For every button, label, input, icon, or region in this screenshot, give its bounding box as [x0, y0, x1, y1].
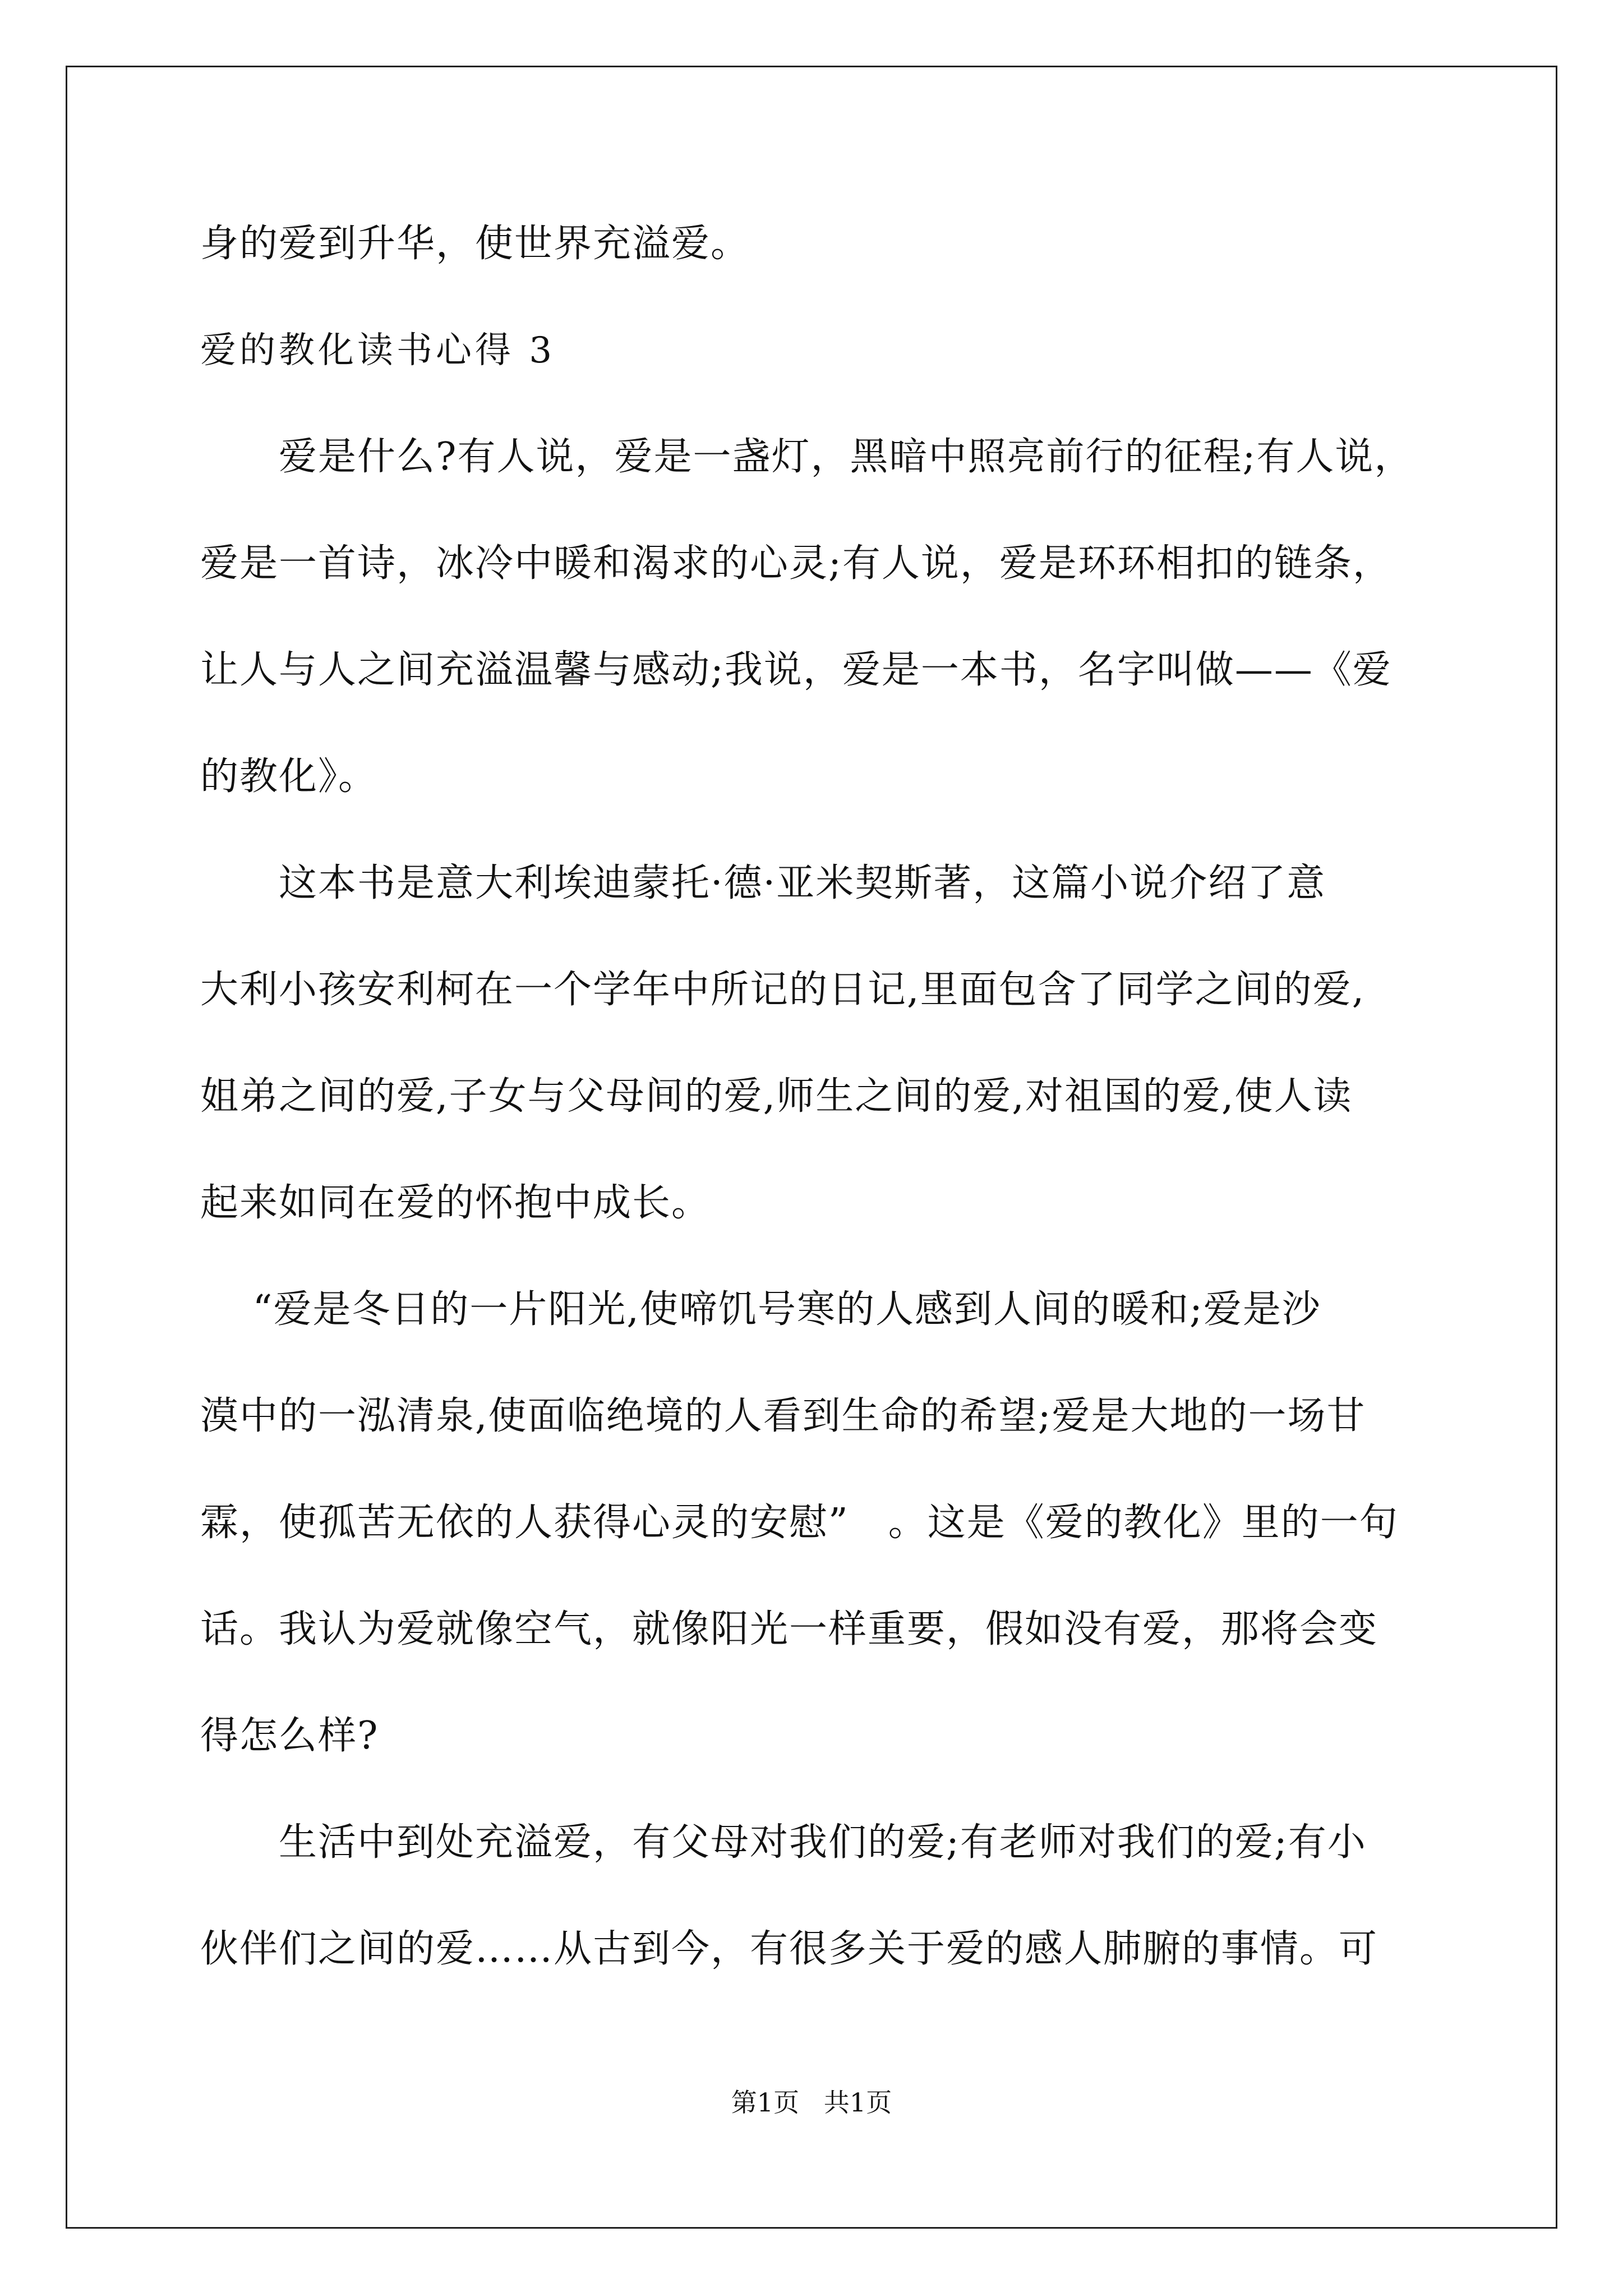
text-line: 生活中到处充溢爱，有父母对我们的爱;有老师对我们的爱;有小	[200, 1820, 1367, 1865]
text-line: 让人与人之间充溢温馨与感动;我说，爱是一本书，名字叫做——《爱	[200, 648, 1392, 692]
text-line: 的教化》。	[200, 754, 378, 799]
text-line: 姐弟之间的爱,子女与父母间的爱,师生之间的爱,对祖国的爱,使人读	[200, 1074, 1353, 1119]
text-line: 伙伴们之间的爱……从古到今，有很多关于爱的感人肺腑的事情。可	[200, 1927, 1378, 1971]
section-title: 爱的教化读书心得 3	[200, 330, 556, 371]
text-line: 爱是一首诗，冰冷中暖和渴求的心灵;有人说，爱是环环相扣的链条，	[200, 541, 1392, 586]
text-line: 霖，使孤苦无依的人获得心灵的安慰” 。这是《爱的教化》里的一句	[200, 1501, 1399, 1545]
text-line: 大利小孩安利柯在一个学年中所记的日记,里面包含了同学之间的爱,	[200, 968, 1366, 1012]
text-line: “爱是冬日的一片阳光,使啼饥号寒的人感到人间的暖和;爱是沙	[200, 1287, 1321, 1332]
document-body	[200, 213, 1424, 2025]
text-line: 这本书是意大利埃迪蒙托·德·亚米契斯著，这篇小说介绍了意	[200, 861, 1326, 905]
text-line: 爱是什么?有人说，爱是一盏灯，黑暗中照亮前行的征程;有人说，	[200, 435, 1414, 479]
page-footer: 第1页 共1页	[731, 2087, 892, 2118]
text-line: 得怎么样?	[200, 1714, 379, 1758]
text-line: 漠中的一泓清泉,使面临绝境的人看到生命的希望;爱是大地的一场甘	[200, 1394, 1366, 1438]
text-line: 身的爱到升华，使世界充溢爱。	[200, 222, 750, 266]
text-line: 起来如同在爱的怀抱中成长。	[200, 1181, 711, 1225]
text-line: 话。我认为爱就像空气，就像阳光一样重要，假如没有爱，那将会变	[200, 1607, 1378, 1651]
